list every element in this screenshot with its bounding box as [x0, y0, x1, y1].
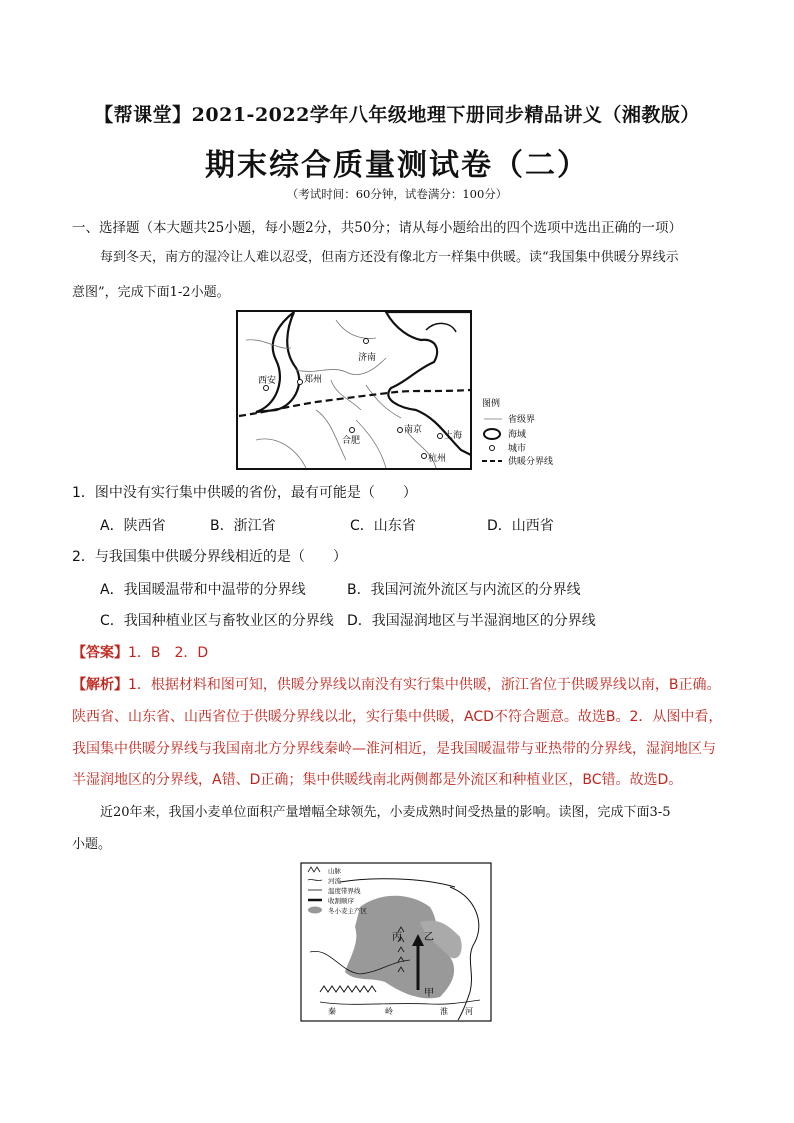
intro1-line1: 每到冬天，南方的湿冷让人难以忍受，但南方还没有像北方一样集中供暖。读“我国集中供暖分界线示 — [100, 250, 679, 265]
legend-wheat-swatch — [308, 907, 322, 914]
q2-option-b[interactable]: B．我国河流外流区与内流区的分界线 — [347, 582, 581, 598]
label-bing: 丙 — [392, 932, 402, 943]
answer-line — [72, 643, 722, 663]
city-label-hangzhou: 杭州 — [428, 454, 447, 464]
legend-mountain-label: 山脉 — [328, 867, 341, 875]
q1-option-a[interactable]: A．陕西省 — [100, 518, 166, 534]
q2-stem: 2．与我国集中供暖分界线相近的是（ ） — [72, 549, 347, 565]
header-title: 【帮课堂】2021-2022学年八年级地理下册同步精品讲义（湘教版） — [94, 104, 700, 126]
city-marker-hefei — [350, 428, 355, 433]
city-label-nanjing: 南京 — [404, 425, 423, 435]
city-label-hefei: 合肥 — [342, 436, 361, 446]
legend-heating-label: 供暖分界线 — [508, 457, 554, 467]
city-marker-zhengzhou — [298, 380, 303, 385]
label-yi: 乙 — [424, 932, 434, 943]
legend-harvest-label: 收割顺序 — [328, 897, 354, 905]
city-label-jinan: 济南 — [358, 353, 377, 363]
q2-option-a[interactable]: A．我国暖温带和中温带的分界线 — [100, 582, 306, 598]
legend-wheat-label: 冬小麦主产区 — [328, 907, 367, 915]
q2-option-d[interactable]: D．我国湿润地区与半湿润地区的分界线 — [347, 613, 596, 629]
exam-title: 期末综合质量测试卷（二） — [205, 148, 589, 183]
intro2-line1: 近20年来，我国小麦单位面积产量增幅全球领先，小麦成熟时间受热量的影响。读图，完成下面3-5 — [100, 805, 671, 820]
label-huai: 淮 — [440, 1007, 448, 1016]
intro1-line2: 意图”，完成下面1-2小题。 — [72, 285, 230, 300]
legend-city-label: 城市 — [508, 444, 527, 454]
wheat-harvest-map — [300, 862, 492, 1022]
legend-title: 图例 — [482, 399, 501, 409]
analysis-label: 【解析】 — [72, 677, 128, 693]
city-marker-nanjing — [398, 428, 403, 433]
q1-option-b[interactable]: B．浙江省 — [210, 518, 276, 534]
q1-stem: 1．图中没有实行集中供暖的省份，最有可能是（ ） — [72, 485, 417, 501]
legend-sea-swatch — [484, 429, 500, 439]
label-jia: 甲 — [424, 988, 434, 999]
city-marker-hangzhou — [422, 454, 427, 459]
legend-city-swatch — [490, 446, 495, 451]
answer-label: 【答案】 — [72, 645, 128, 661]
answer-text: 1．B 2．D — [128, 645, 209, 661]
q1-option-d[interactable]: D．山西省 — [487, 518, 554, 534]
analysis-line2: 陕西省、山东省、山西省位于供暖分界线以北，实行集中供暖，ACD不符合题意。故选B。2．从图中看， — [72, 709, 723, 725]
legend-sea-label: 海域 — [508, 430, 527, 440]
city-marker-shanghai — [438, 434, 443, 439]
city-label-xian: 西安 — [258, 376, 277, 386]
analysis-line1 — [72, 675, 722, 695]
label-ling: 岭 — [385, 1007, 393, 1016]
legend-boundary-label: 省级界 — [508, 415, 536, 425]
legend-temp-label: 温度带界线 — [328, 887, 361, 895]
label-qin: 秦 — [328, 1007, 336, 1016]
city-marker-jinan — [364, 339, 369, 344]
exam-info: （考试时间：60分钟，试卷满分：100分） — [286, 187, 508, 201]
analysis-line3: 我国集中供暖分界线与我国南北方分界线秦岭—淮河相近，是我国暖温带与亚热带的分界线，湿润地区与 — [72, 741, 716, 757]
city-marker-xian — [264, 386, 269, 391]
section-heading: 一、选择题（本大题共25小题，每小题2分，共50分；请从每小题给出的四个选项中选出正确的一项） — [72, 220, 682, 236]
q1-option-c[interactable]: C．山东省 — [350, 518, 416, 534]
city-label-zhengzhou: 郑州 — [304, 375, 323, 385]
analysis-text-1: 1．根据材料和图可知，供暖分界线以南没有实行集中供暖，浙江省位于供暖界线以南，B正确。 — [128, 677, 721, 693]
city-label-shanghai: 上海 — [444, 431, 463, 441]
q2-option-c[interactable]: C．我国种植业区与畜牧业区的分界线 — [100, 613, 334, 629]
legend-river-label: 河流 — [328, 877, 341, 885]
label-he: 河 — [465, 1007, 473, 1016]
heating-boundary-map — [236, 310, 558, 472]
analysis-line4: 半湿润地区的分界线，A错、D正确；集中供暖线南北两侧都是外流区和种植业区，BC错。故选D。 — [72, 772, 683, 788]
intro2-line2: 小题。 — [72, 837, 112, 852]
